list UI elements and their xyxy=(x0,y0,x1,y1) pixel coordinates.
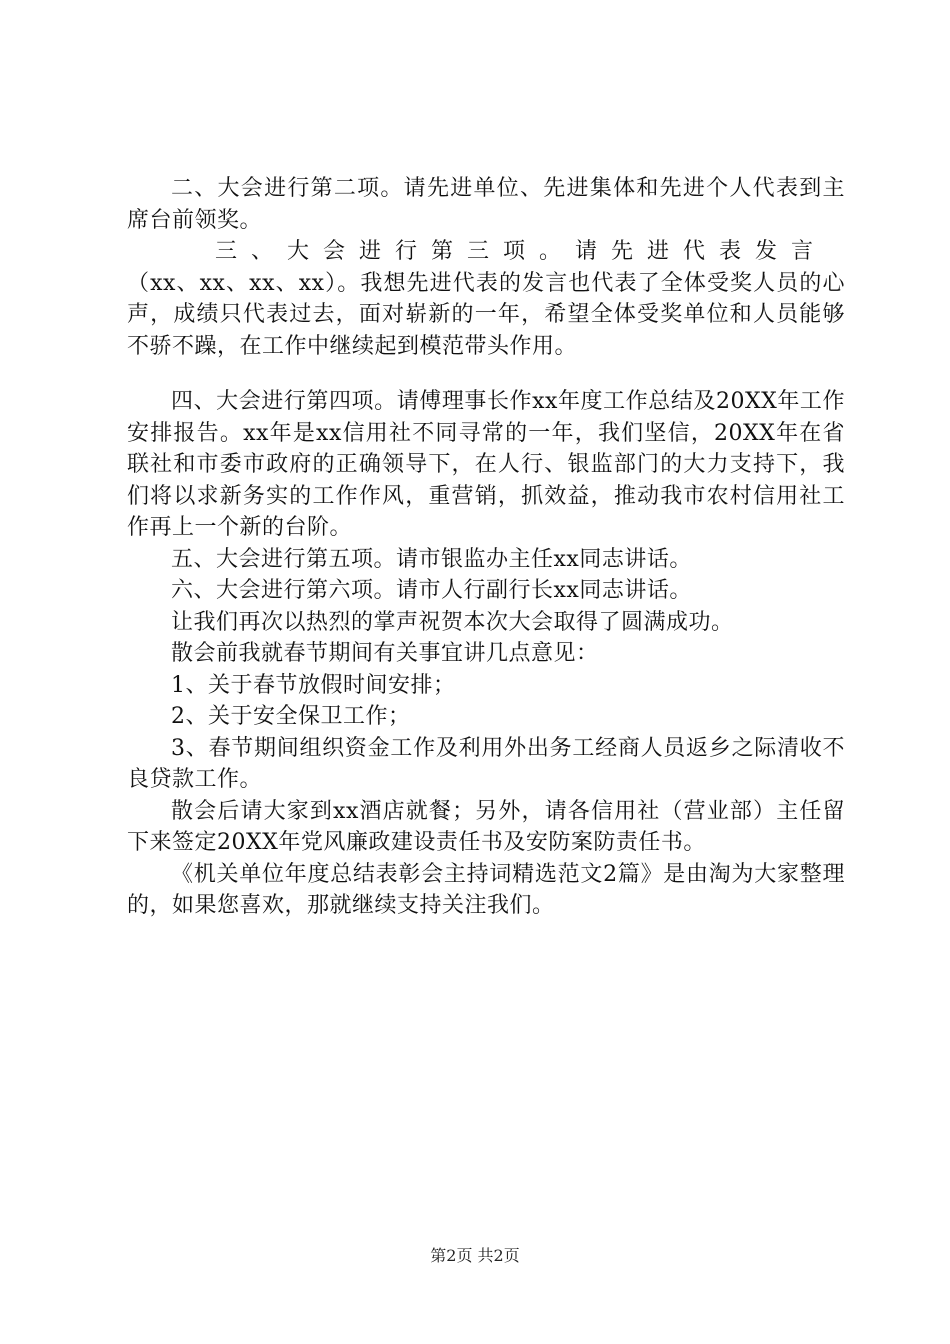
document-body xyxy=(127,173,845,922)
list-item-2: 2、关于安全保卫工作； xyxy=(171,704,411,729)
paragraph-item-6: 六、大会进行第六项。请市人行副行长xx同志讲话。 xyxy=(171,578,692,603)
paragraph-item-3-body: （xx、xx、xx、xx）。我想先进代表的发言也代表了全体受奖人员的心声，成绩只代表过去，面对崭新的一年，希望全体受奖单位和人员能够不骄不躁，在工作中继续起到模范带头作用。 xyxy=(127,270,845,359)
paragraph-item-3-heading: 三、大会进行第三项。请先进代表发言 xyxy=(215,239,828,264)
list-item-3: 3、春节期间组织资金工作及利用外出务工经商人员返乡之际清收不良贷款工作。 xyxy=(127,735,845,792)
paragraph-item-5: 五、大会进行第五项。请市银监办主任xx同志讲话。 xyxy=(171,546,692,572)
paragraph-closing-intro: 散会前我就春节期间有关事宜讲几点意见： xyxy=(171,641,599,666)
list-item-1: 1、关于春节放假时间安排； xyxy=(171,672,456,698)
paragraph-after-meeting: 散会后请大家到xx酒店就餐；另外，请各信用社（营业部）主任留下来签定20XX年党风廉政建设责任书及安防案防责任书。 xyxy=(127,798,845,855)
paragraph-item-4: 四、大会进行第四项。请傅理事长作xx年度工作总结及20XX年工作安排报告。xx年是xx信用社不同寻常的一年，我们坚信，20XX年在省联社和市委市政府的正确领导下，在人行、银监部门的大力支持下，我们将以求新务实的工作作风，重营销，抓效益，推动我市农村信用社工作再上一个新的台阶。 xyxy=(127,389,845,540)
paragraph-gap xyxy=(127,362,845,386)
paragraph-item-2: 二、大会进行第二项。请先进单位、先进集体和先进个人代表到主席台前领奖。 xyxy=(127,176,845,233)
paragraph-congratulations: 让我们再次以热烈的掌声祝贺本次大会取得了圆满成功。 xyxy=(171,609,734,635)
paragraph-source-note: 《机关单位年度总结表彰会主持词精选范文2篇》是由淘为大家整理的，如果您喜欢，那就继续支持关注我们。 xyxy=(127,861,845,918)
page-number-footer: 第2页 共2页 xyxy=(430,1246,520,1265)
